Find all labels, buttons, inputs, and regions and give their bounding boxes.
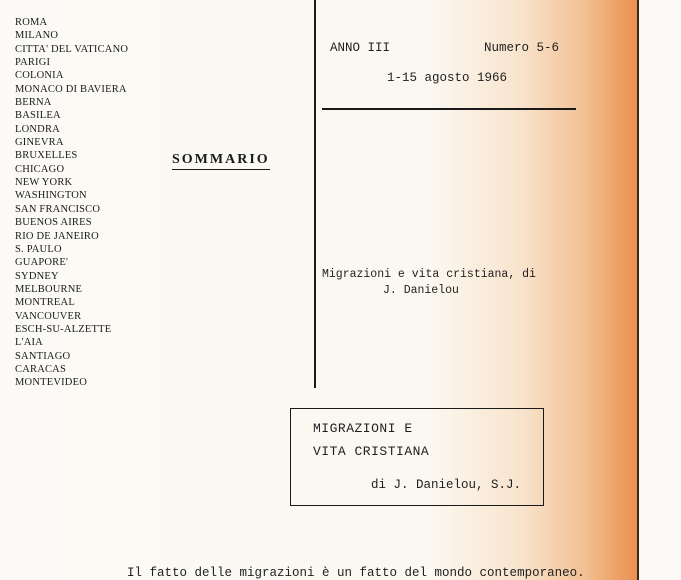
city-item: BUENOS AIRES <box>15 217 92 229</box>
city-item: SAN FRANCISCO <box>15 203 101 215</box>
city-item: GUAPORE' <box>15 257 69 269</box>
city-item: ROMA <box>15 17 48 28</box>
issue-date: 1-15 agosto 1966 <box>387 71 508 85</box>
city-item: PARIGI <box>15 57 51 69</box>
city-item: MELBOURNE <box>15 283 83 295</box>
city-item: SYDNEY <box>15 270 59 282</box>
right-margin <box>639 0 681 580</box>
article-author: di J. Danielou, S.J. <box>371 478 522 492</box>
city-item: WASHINGTON <box>15 190 87 202</box>
toc-entry-title: Migrazioni e vita cristiana, di <box>322 268 536 281</box>
city-item: BASILEA <box>15 110 61 122</box>
cities-list <box>15 16 128 390</box>
city-item: LONDRA <box>15 123 60 135</box>
city-item: VANCOUVER <box>15 310 82 322</box>
city-item: MILANO <box>15 30 59 42</box>
toc-entry-author: J. Danielou <box>383 284 459 297</box>
city-item: RIO DE JANEIRO <box>15 230 99 242</box>
article-title-line2: VITA CRISTIANA <box>313 444 430 459</box>
header-rule <box>322 108 576 110</box>
article-title-box <box>290 408 544 506</box>
issue-year: ANNO III <box>330 41 391 55</box>
city-item: BRUXELLES <box>15 150 78 162</box>
city-item: MONACO DI BAVIERA <box>15 83 127 95</box>
city-item: L'AIA <box>15 337 43 349</box>
city-item: CARACAS <box>15 363 66 375</box>
city-item: ESCH-SU-ALZETTE <box>15 323 112 335</box>
city-item: GINEVRA <box>15 137 64 149</box>
city-item: CITTA' DEL VATICANO <box>15 43 129 55</box>
city-item: MONTEVIDEO <box>15 377 87 389</box>
city-item: CHICAGO <box>15 163 65 175</box>
sommario-heading: SOMMARIO <box>172 152 270 170</box>
city-item: COLONIA <box>15 70 64 82</box>
city-item: MONTREAL <box>15 297 75 309</box>
article-title-line1: MIGRAZIONI E <box>313 421 413 436</box>
vertical-divider <box>314 0 316 388</box>
city-item: S. PAULO <box>15 243 62 255</box>
article-first-line: Il fatto delle migrazioni è un fatto del mondo contemporaneo. <box>127 566 585 580</box>
city-item: SANTIAGO <box>15 350 71 362</box>
city-item: NEW YORK <box>15 177 73 189</box>
issue-number: Numero 5-6 <box>484 41 560 55</box>
city-item: BERNA <box>15 97 52 109</box>
